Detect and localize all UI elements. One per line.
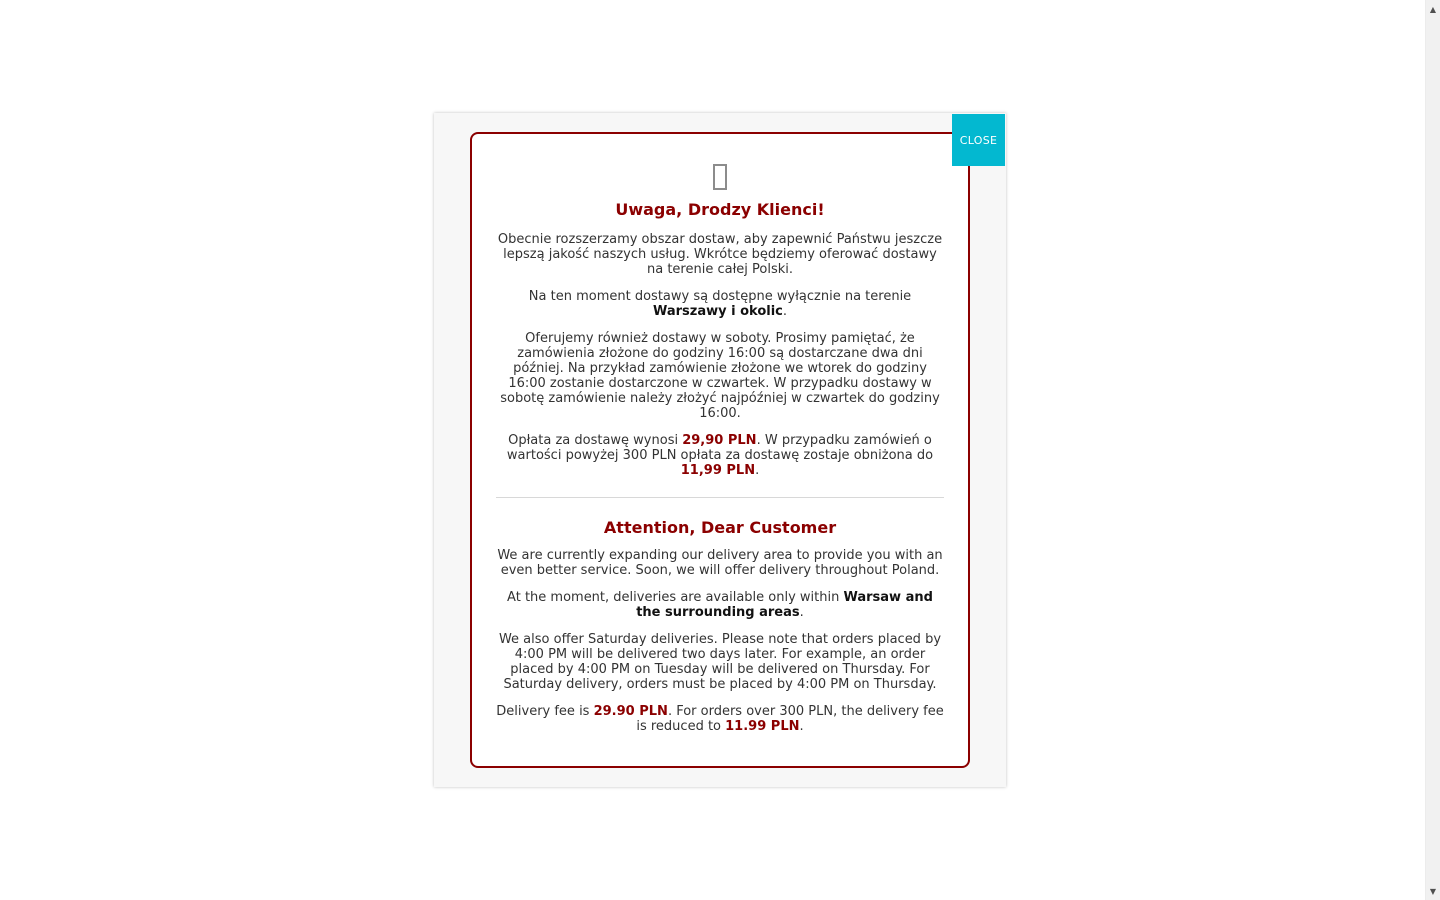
- scroll-down-icon[interactable]: ▼: [1429, 886, 1437, 896]
- english-fee-reduced-price: 11.99 PLN: [725, 719, 800, 734]
- scroll-up-icon[interactable]: ▲: [1429, 4, 1437, 14]
- notice-box: [470, 132, 970, 768]
- polish-area-strong: Warszawy i okolic: [652, 304, 783, 319]
- polish-fee-end: .: [755, 463, 760, 478]
- english-area-text: At the moment, deliveries are available only within: [507, 590, 844, 605]
- english-area-strong: Warsaw and the surrounding areas: [636, 590, 933, 620]
- polish-paragraph-fee: [496, 433, 944, 478]
- delivery-notice-modal: [434, 113, 1006, 787]
- polish-area-text: Na ten moment dostawy są dostępne wyłącznie na terenie: [528, 289, 912, 304]
- english-fee-middle: . For orders over 300 PLN, the delivery fee is reduced to: [636, 704, 944, 734]
- english-fee-price: 29.90 PLN: [593, 704, 668, 719]
- polish-heading: Uwaga, Drodzy Klienci!: [615, 200, 825, 219]
- polish-area-end: .: [782, 304, 788, 319]
- polish-section: [496, 200, 944, 478]
- english-area-end: .: [799, 605, 804, 620]
- english-paragraph-fee: [496, 704, 944, 734]
- polish-fee-reduced-price: 11,99 PLN: [680, 463, 756, 478]
- polish-fee-middle: . W przypadku zamówień o wartości powyżej 300 PLN opłata za dostawę zostaje obniżona do: [506, 433, 934, 463]
- missing-glyph-icon: [713, 164, 727, 190]
- section-divider: [496, 497, 944, 498]
- close-button[interactable]: CLOSE: [952, 114, 1005, 166]
- english-fee-end: .: [799, 719, 804, 734]
- english-paragraph-area: [496, 590, 944, 620]
- english-paragraph-saturday: We also offer Saturday deliveries. Please note that orders placed by 4:00 PM will be delivered two days later. For example, an order placed by 4:00 PM on Tuesday will be delivered on Thursday. For Saturday delivery, orders must be placed by 4:00 PM on Thursday.: [498, 632, 942, 692]
- polish-fee-price: 29,90 PLN: [682, 433, 757, 448]
- polish-fee-text: Opłata za dostawę wynosi: [508, 433, 683, 448]
- polish-paragraph-expansion: Obecnie rozszerzamy obszar dostaw, aby zapewnić Państwu jeszcze lepszą jakość naszych usług. Wkrótce będziemy oferować dostawy na terenie całej Polski.: [497, 232, 943, 277]
- english-section: [496, 518, 944, 734]
- page-scrollbar[interactable]: [1425, 0, 1440, 900]
- english-heading: Attention, Dear Customer: [603, 518, 837, 537]
- english-paragraph-expansion: We are currently expanding our delivery area to provide you with an even better service. Soon, we will offer delivery throughout Poland.: [497, 548, 943, 578]
- polish-paragraph-saturday: Oferujemy również dostawy w soboty. Prosimy pamiętać, że zamówienia złożone do godziny 16:00 są dostarczane dwa dni później. Na przykład zamówienie złożone we wtorek do godziny 16:00 zostanie dostarczone w czwartek. W przypadku dostawy w sobotę zamówienie należy złożyć najpóźniej w czwartek do godziny 16:00.: [500, 331, 940, 421]
- polish-paragraph-area: [496, 289, 944, 319]
- english-fee-text: Delivery fee is: [496, 704, 594, 719]
- warning-icon: [496, 158, 944, 194]
